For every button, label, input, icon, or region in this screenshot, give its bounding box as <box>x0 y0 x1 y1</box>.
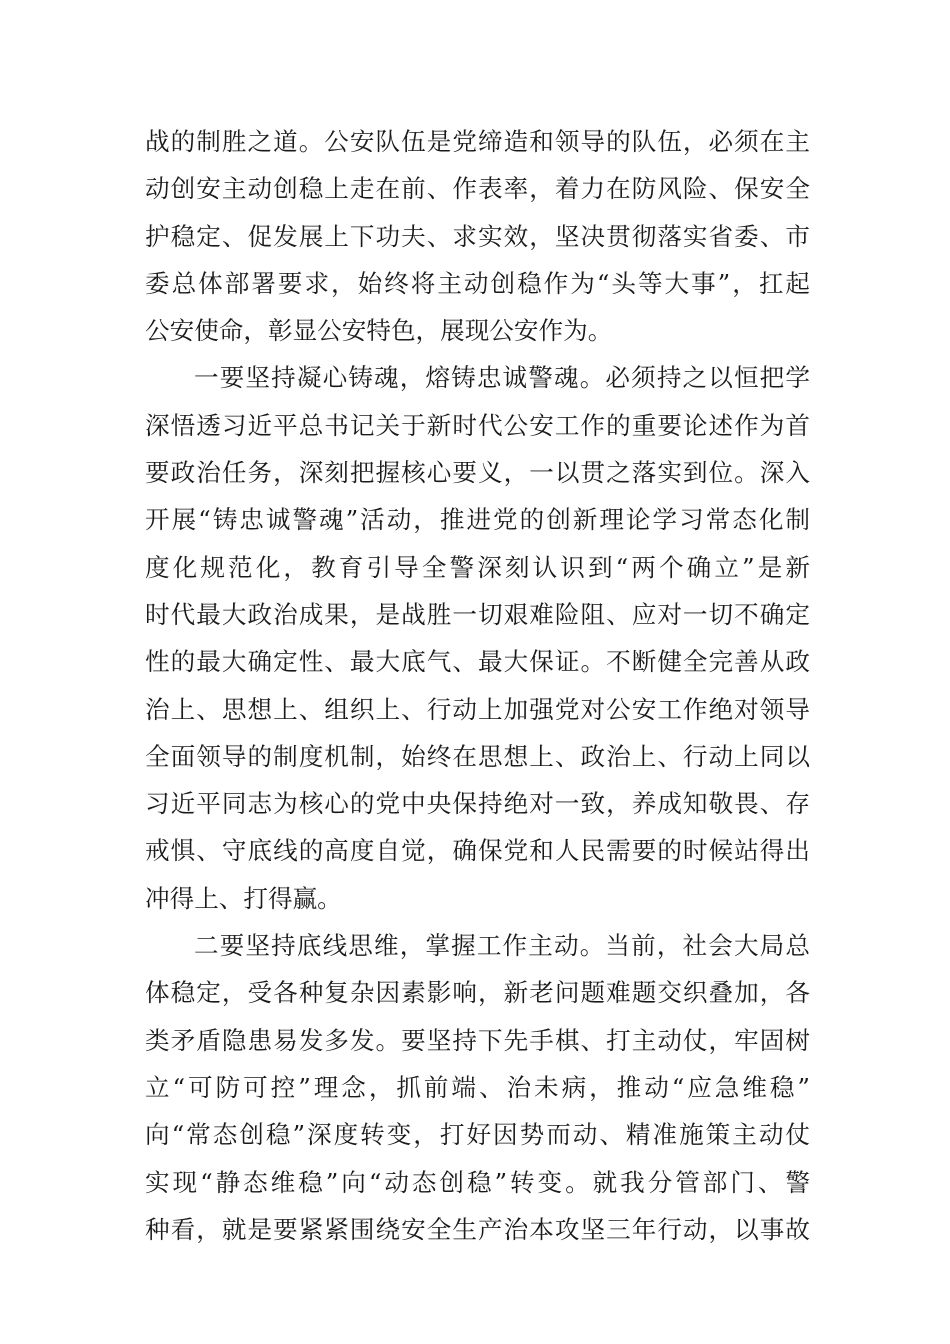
text-line: 二要坚持底线思维，掌握工作主动。当前，社会大局总 <box>194 931 810 961</box>
text-line: 度化规范化，教育引导全警深刻认识到“两个确立”是新 <box>145 552 810 582</box>
text-line: 时代最大政治成果，是战胜一切艰难险阻、应对一切不确定 <box>145 599 810 629</box>
text-line: 护稳定、促发展上下功夫、求实效，坚决贯彻落实省委、市 <box>145 221 810 251</box>
text-line: 立“可防可控”理念，抓前端、治未病，推动“应急维稳” <box>145 1072 810 1102</box>
text-line: 冲得上、打得赢。 <box>145 883 342 913</box>
text-line: 戒惧、守底线的高度自觉，确保党和人民需要的时候站得出 <box>145 836 810 866</box>
text-line: 战的制胜之道。公安队伍是党缔造和领导的队伍，必须在主 <box>145 127 810 156</box>
body-text <box>145 118 810 1253</box>
text-line: 体稳定，受各种复杂因素影响，新老问题难题交织叠加，各 <box>145 978 810 1008</box>
text-line: 实现“静态维稳”向“动态创稳”转变。就我分管部门、警 <box>145 1167 810 1197</box>
text-line: 全面领导的制度机制，始终在思想上、政治上、行动上同以 <box>145 741 810 771</box>
text-line: 要政治任务，深刻把握核心要义，一以贯之落实到位。深入 <box>145 458 810 488</box>
text-line: 习近平同志为核心的党中央保持绝对一致，养成知敬畏、存 <box>145 789 810 819</box>
text-line: 性的最大确定性、最大底气、最大保证。不断健全完善从政 <box>145 647 810 677</box>
text-line: 治上、思想上、组织上、行动上加强党对公安工作绝对领导 <box>145 694 810 724</box>
text-line: 种看，就是要紧紧围绕安全生产治本攻坚三年行动，以事故 <box>145 1214 810 1244</box>
text-line: 类矛盾隐患易发多发。要坚持下先手棋、打主动仗，牢固树 <box>145 1025 810 1055</box>
text-line: 向“常态创稳”深度转变，打好因势而动、精准施策主动仗 <box>145 1120 810 1150</box>
text-line: 深悟透习近平总书记关于新时代公安工作的重要论述作为首 <box>145 410 810 440</box>
text-line: 动创安主动创稳上走在前、作表率，着力在防风险、保安全 <box>145 174 810 204</box>
text-line: 委总体部署要求，始终将主动创稳作为“头等大事”，扛起 <box>145 268 810 298</box>
text-line: 开展“铸忠诚警魂”活动，推进党的创新理论学习常态化制 <box>145 505 810 535</box>
text-line: 一要坚持凝心铸魂，熔铸忠诚警魂。必须持之以恒把学 <box>194 363 810 393</box>
text-line: 公安使命，彰显公安特色，展现公安作为。 <box>145 316 613 346</box>
